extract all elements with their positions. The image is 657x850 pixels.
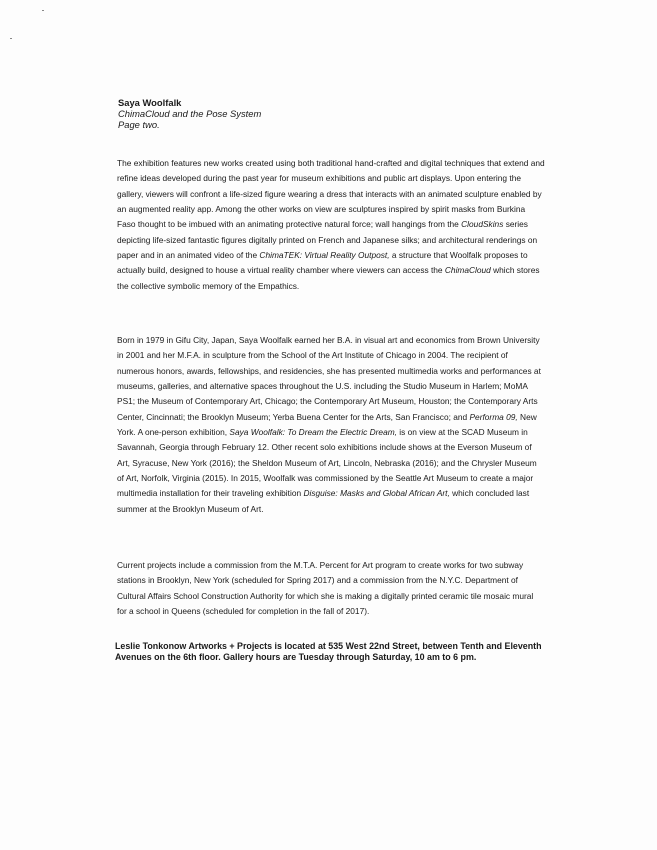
text-run: The exhibition features new works created using both traditional hand-crafted and digital techniques that extend and refine ideas developed during the past year for museum exhibitions and public art displays. Upon entering the gallery, viewers will confront a life-sized figure wearing a dress that interacts with an animated sculpture enabled by an augmented reality app. Among the other works on view are sculptures inspired by spirit masks from Burkina Faso thought to be imbued with an animating protective natural force; wall hangings from the (117, 158, 545, 230)
scan-speck (10, 38, 12, 39)
text-run: a structure that Woolfalk proposes to actually build, designed to house a virtual reality chamber where viewers can access the (117, 250, 528, 276)
scan-speck (42, 10, 44, 11)
paragraph-current-projects (117, 558, 545, 619)
exhibition-name: Disguise: Masks and Global African Art, (303, 488, 450, 499)
text-run: which stores the collective symbolic memory of the Empathics. (117, 265, 540, 291)
gallery-info: Leslie Tonkonow Artworks + Projects is located at 535 West 22nd Street, between Tenth and Eleventh Avenues on the 6th floor. Gallery hours are Tuesday through Saturday, 10 am to 6 pm. (115, 641, 542, 662)
paragraph-exhibition (117, 156, 545, 294)
text-run: Born in 1979 in Gifu City, Japan, Saya Woolfalk earned her B.A. in visual art and economics from Brown University in 2001 and her M.F.A. in sculpture from the School of the Art Institute of Chicago in 2004. The recipient of numerous honors, awards, fellowships, and residencies, she has presented multimedia works and performances at museums, galleries, and alternative spaces throughout the U.S. including the Studio Museum in Harlem; MoMA PS1; the Museum of Contemporary Art, Chicago; the Contemporary Art Museum, Houston; the Contemporary Arts Center, Cincinnati; the Brooklyn Museum; Yerba Buena Center for the Arts, San Francisco; and (117, 335, 541, 422)
text-run: Current projects include a commission from the M.T.A. Percent for Art program to create works for two subway stations in Brooklyn, New York (scheduled for Spring 2017) and a commission from the N.Y.C. Department of Cultural Affairs School Construction Authority for which she is making a digitally printed ceramic tile mosaic mural for a school in Queens (scheduled for completion in the fall of 2017). (117, 560, 534, 617)
artwork-title: Performa 09, (469, 411, 518, 422)
artwork-title: ChimaTEK: Virtual Reality Outpost, (259, 250, 390, 261)
artist-name: Saya Woolfalk (118, 97, 182, 108)
exhibition-name: Saya Woolfalk: To Dream the Electric Dream, (229, 427, 397, 438)
artwork-title: CloudSkins (461, 219, 504, 230)
text-run: which concluded last summer at the Brooklyn Museum of Art. (117, 488, 530, 514)
text-run: is on view at the SCAD Museum in Savannah, Georgia through February 12. Other recent solo exhibitions include shows at the Everson Museum of Art, Syracuse, New York (2016); the Sheldon Museum of Art, Lincoln, Nebraska (2016); and the Chrysler Museum of Art, Norfolk, Virginia (2015). In 2015, Woolfalk was commissioned by the Seattle Art Museum to create a major multimedia installation for their traveling exhibition (117, 427, 537, 499)
text-run: New York. A one-person exhibition, (117, 411, 537, 438)
paragraph-biography (117, 333, 545, 517)
exhibition-title: ChimaCloud and the Pose System (118, 108, 262, 120)
artwork-title: ChimaCloud (444, 265, 491, 276)
page-label: Page two. (118, 119, 160, 131)
document-header (118, 97, 261, 131)
text-run: series depicting life-sized fantastic figures digitally printed on French and Japanese silks; and architectural renderings on paper and in an animated video of the (117, 219, 538, 261)
